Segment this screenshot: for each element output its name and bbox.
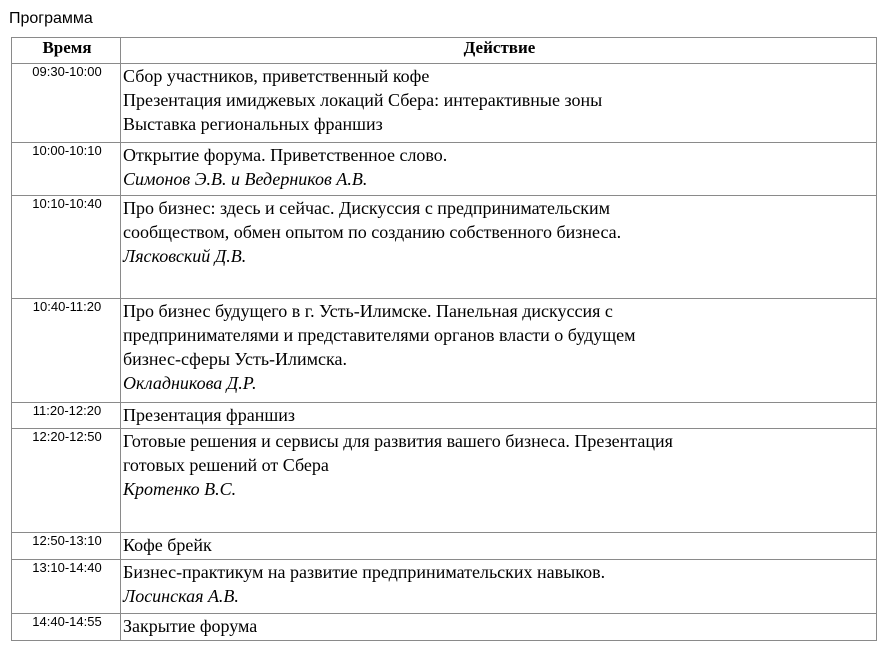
action-line: Бизнес-практикум на развитие предпринимательских навыков. bbox=[123, 562, 606, 582]
action-line: готовых решений от Сбера bbox=[123, 455, 329, 475]
action-line: сообществом, обмен опытом по созданию собственного бизнеса. bbox=[123, 222, 622, 242]
table-row bbox=[12, 143, 877, 196]
speaker-name: Окладникова Д.Р. bbox=[123, 373, 257, 393]
table-row bbox=[12, 560, 877, 614]
action-cell bbox=[121, 64, 877, 143]
table-row bbox=[12, 64, 877, 143]
action-line: Презентация франшиз bbox=[123, 405, 295, 425]
program-table bbox=[11, 37, 877, 641]
action-line: Про бизнес будущего в г. Усть-Илимске. Панельная дискуссия с bbox=[123, 301, 613, 321]
action-line: Презентация имиджевых локаций Сбера: интерактивные зоны bbox=[123, 90, 603, 110]
table-row bbox=[12, 533, 877, 560]
action-line: Выставка региональных франшиз bbox=[123, 114, 383, 134]
action-line: Открытие форума. Приветственное слово. bbox=[123, 145, 448, 165]
speaker-name: Кротенко В.С. bbox=[123, 479, 237, 499]
table-row bbox=[12, 403, 877, 429]
table-header-row bbox=[12, 38, 877, 64]
header-time: Время bbox=[12, 38, 121, 64]
table-row bbox=[12, 299, 877, 403]
action-line: предпринимателями и представителями органов власти о будущем bbox=[123, 325, 636, 345]
action-cell bbox=[121, 143, 877, 196]
action-cell bbox=[121, 560, 877, 614]
action-line: Готовые решения и сервисы для развития вашего бизнеса. Презентация bbox=[123, 431, 673, 451]
action-cell bbox=[121, 299, 877, 403]
page-title: Программа bbox=[9, 10, 93, 27]
action-cell bbox=[121, 533, 877, 560]
time-cell: 09:30-10:00 bbox=[12, 64, 121, 143]
action-line: Сбор участников, приветственный кофе bbox=[123, 66, 430, 86]
action-line: Кофе брейк bbox=[123, 535, 212, 555]
action-cell bbox=[121, 614, 877, 641]
action-cell bbox=[121, 196, 877, 299]
time-cell: 11:20-12:20 bbox=[12, 403, 121, 429]
action-cell bbox=[121, 403, 877, 429]
table-row bbox=[12, 196, 877, 299]
action-cell bbox=[121, 429, 877, 533]
time-cell: 10:10-10:40 bbox=[12, 196, 121, 299]
action-line: бизнес-сферы Усть-Илимска. bbox=[123, 349, 348, 369]
time-cell: 10:00-10:10 bbox=[12, 143, 121, 196]
speaker-name: Лосинская А.В. bbox=[123, 586, 239, 606]
action-line: Закрытие форума bbox=[123, 616, 258, 636]
time-cell: 10:40-11:20 bbox=[12, 299, 121, 403]
time-cell: 12:50-13:10 bbox=[12, 533, 121, 560]
table-row bbox=[12, 429, 877, 533]
time-cell: 14:40-14:55 bbox=[12, 614, 121, 641]
speaker-name: Лясковский Д.В. bbox=[123, 246, 247, 266]
time-cell: 13:10-14:40 bbox=[12, 560, 121, 614]
action-line: Про бизнес: здесь и сейчас. Дискуссия с предпринимательским bbox=[123, 198, 610, 218]
table-row bbox=[12, 614, 877, 641]
speaker-name: Симонов Э.В. и Ведерников А.В. bbox=[123, 169, 368, 189]
time-cell: 12:20-12:50 bbox=[12, 429, 121, 533]
header-action: Действие bbox=[121, 38, 877, 64]
